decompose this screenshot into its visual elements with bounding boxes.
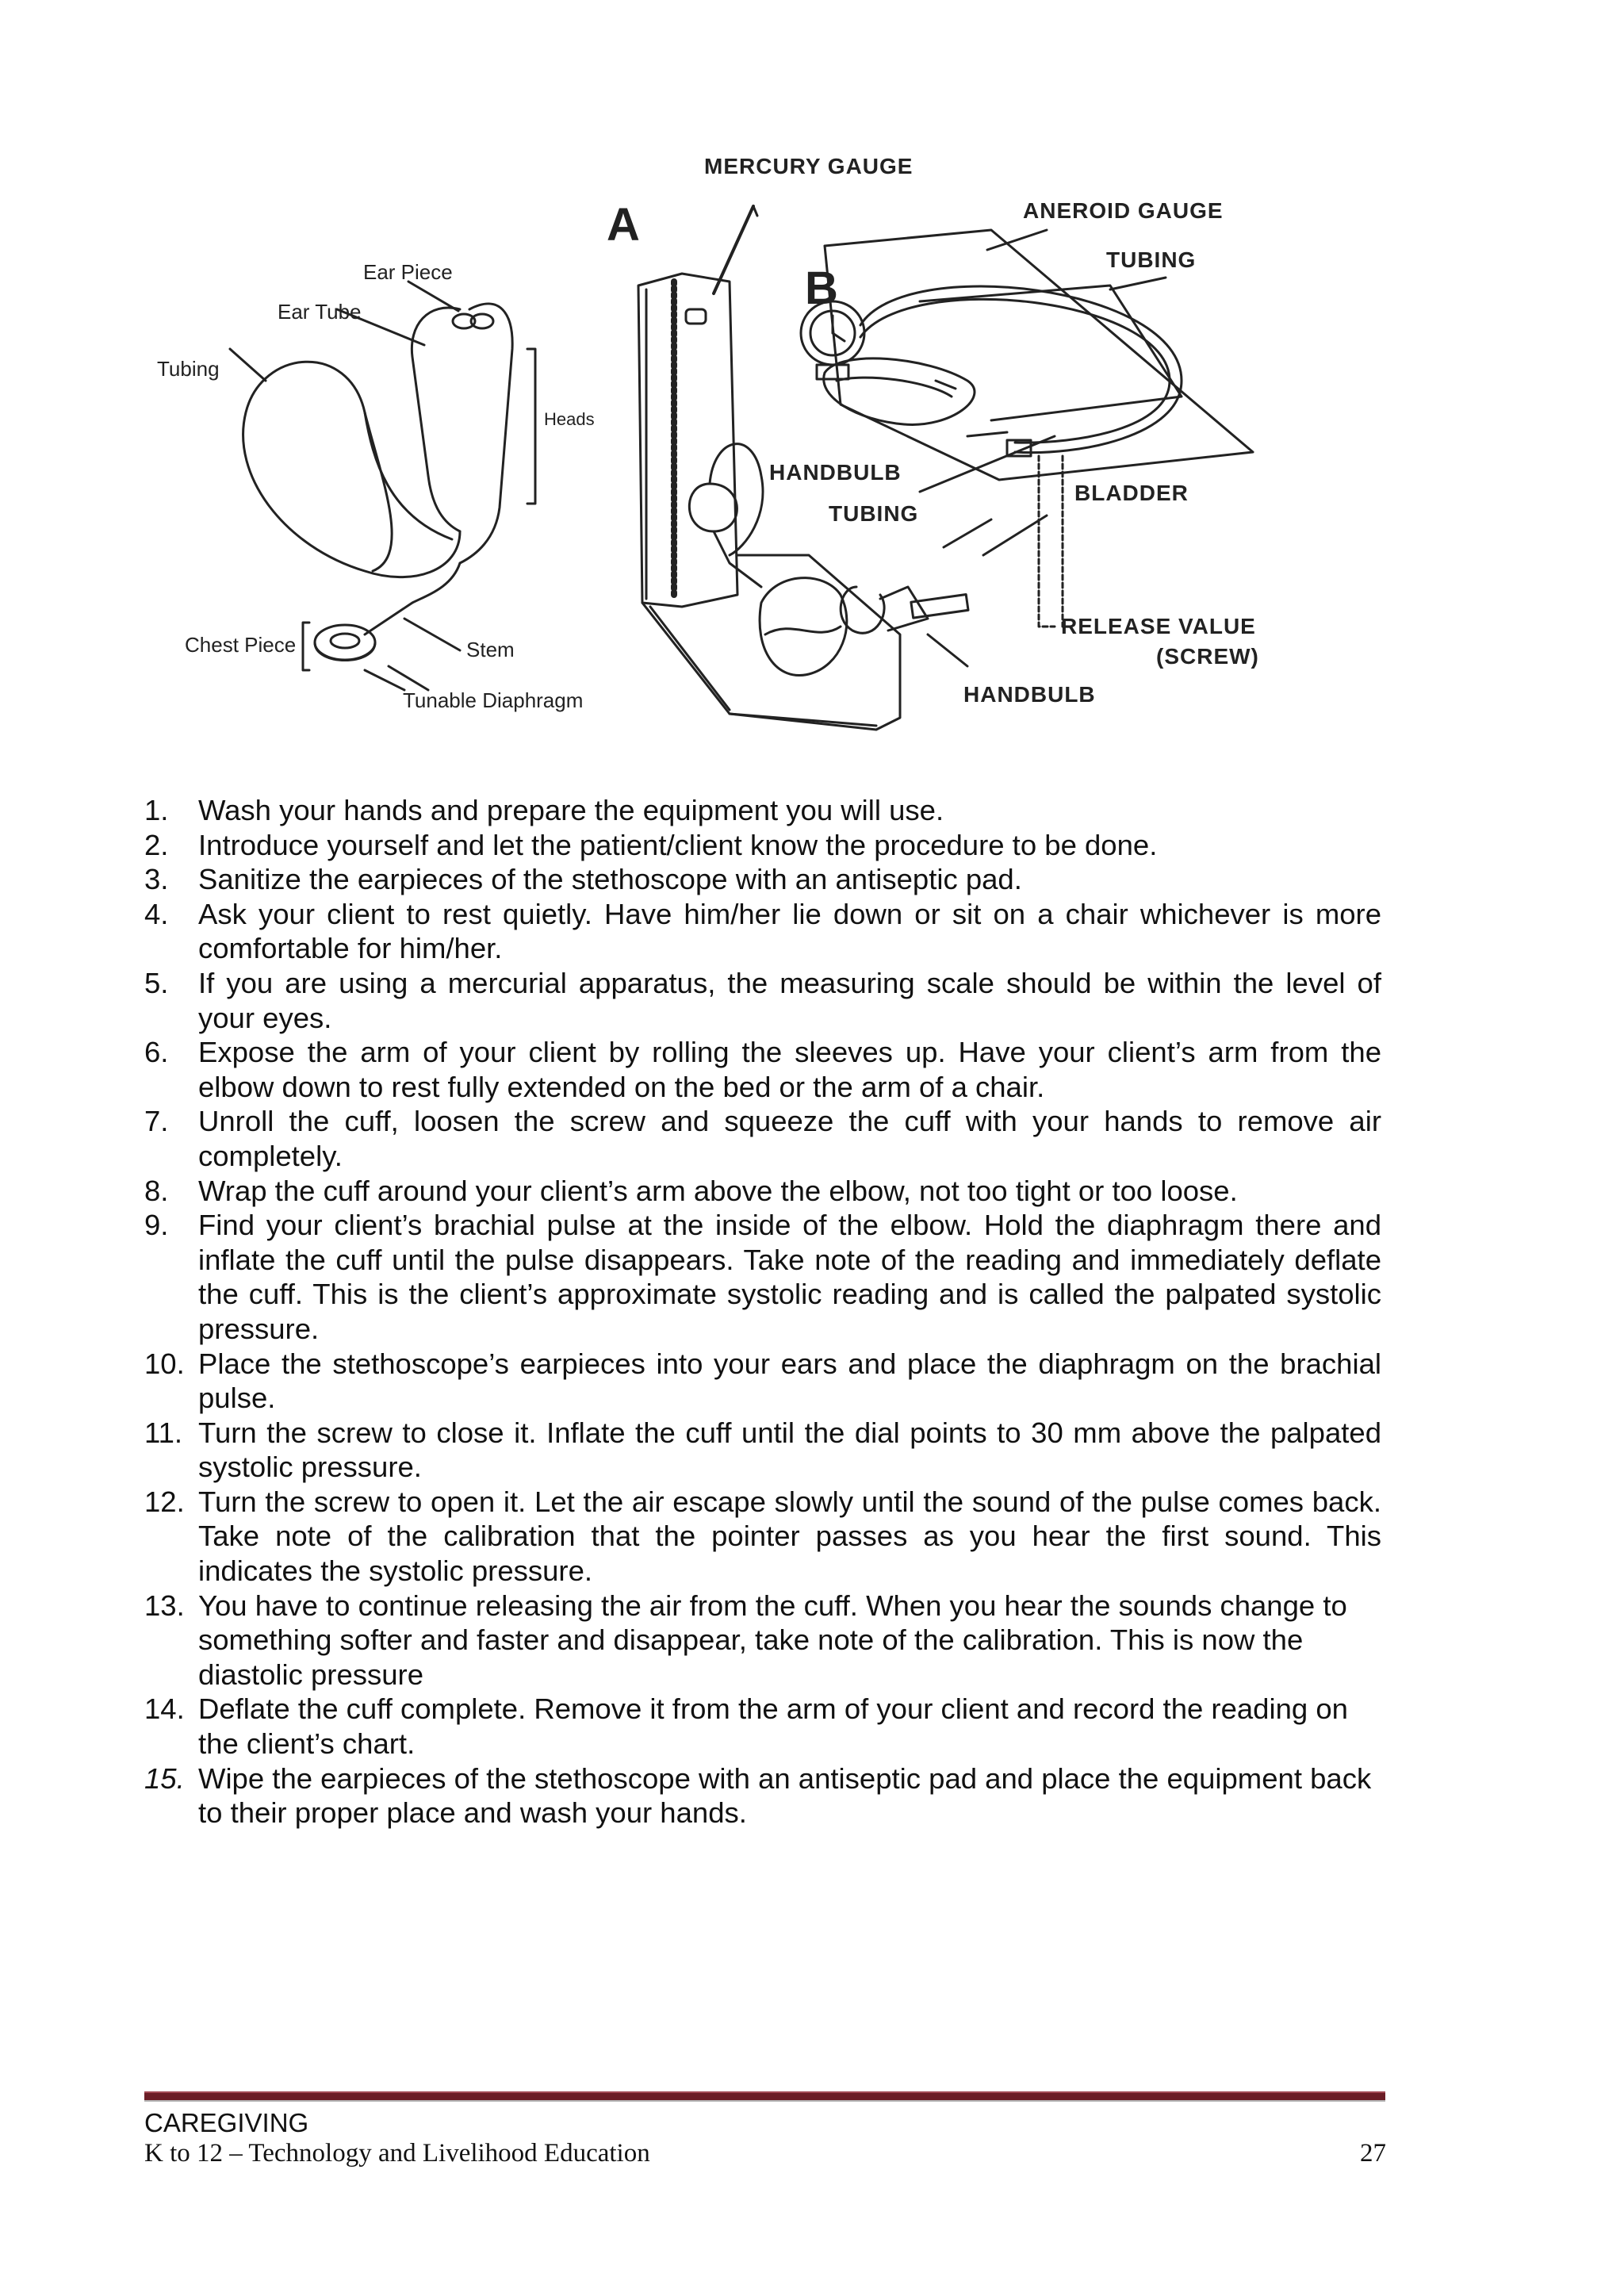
label-tubing-mid: TUBING [829,501,919,526]
step-text: Wrap the cuff around your client’s arm above the elbow, not too tight or too loose. [198,1174,1238,1207]
step-item [144,1485,1381,1589]
step-text: Turn the screw to close it. Inflate the cuff until the dial points to 30 mm above the palpated systolic pressure. [198,1416,1381,1484]
label-bladder: BLADDER [1074,481,1189,505]
step-number: 4. [144,897,169,930]
step-text: Introduce yourself and let the patient/client know the procedure to be done. [198,828,1158,861]
step-number: 5. [144,966,169,999]
step-number: 6. [144,1036,169,1069]
step-number: 15. [144,1761,185,1795]
label-screw: (SCREW) [1156,644,1259,669]
step-text: Unroll the cuff, loosen the screw and squeeze the cuff with your hands to remove air completely. [198,1105,1381,1172]
step-number: 11. [144,1416,183,1449]
step-text: Wipe the earpieces of the stethoscope with an antiseptic pad and place the equipment back to their proper place and wash your hands. [198,1761,1372,1830]
label-b: B [805,263,838,314]
page-number: 27 [1360,2139,1386,2168]
step-number: 13. [144,1589,185,1622]
step-number: 8. [144,1174,169,1207]
step-text: Wash your hands and prepare the equipment you will use. [198,794,944,826]
step-text: Expose the arm of your client by rolling the sleeves up. Have your client’s arm from the elbow down to rest fully extended on the bed or the arm of a chair. [198,1036,1381,1103]
step-item [144,828,1381,863]
footer-subject: CAREGIVING [144,2108,309,2137]
step-text: Deflate the cuff complete. Remove it from the arm of your client and record the reading on the client’s chart. [198,1692,1348,1761]
step-item [144,1035,1381,1104]
step-text: Sanitize the earpieces of the stethoscope with an antiseptic pad. [198,863,1022,896]
step-text: Ask your client to rest quietly. Have him/her lie down or sit on a chair whichever is more comfortable for him/her. [198,897,1381,965]
step-item [144,793,1381,828]
step-text: Find your client’s brachial pulse at the inside of the elbow. Hold the diaphragm there and inflate the cuff until the pulse disappears. Take note of the reading and immediately deflate the cuff. This is the client’s approximate systolic reading and is called the palpated systolic pressure. [198,1209,1381,1345]
label-tunable-diaphragm: Tunable Diaphragm [403,688,584,712]
step-item [144,1416,1381,1485]
step-text: Turn the screw to open it. Let the air escape slowly until the sound of the pulse comes back. Take note of the calibration that the pointer passes as you hear the first sound. This indicates the systolic pressure. [198,1485,1381,1588]
step-number: 7. [144,1105,169,1138]
label-chest-piece: Chest Piece [185,633,297,657]
step-number: 2. [144,828,169,861]
step-text: You have to continue releasing the air from the cuff. When you hear the sounds change to something softer and faster and disappear, take note of the calibration. This is now the diastolic pressure [198,1589,1347,1691]
procedure-steps [144,793,1381,1830]
label-handbulb-top: HANDBULB [769,460,902,485]
step-number: 1. [144,794,169,826]
label-ear-tube: Ear Tube [278,300,362,324]
label-tubing-top: TUBING [1106,247,1197,272]
step-number: 12. [144,1485,185,1518]
label-tubing: Tubing [157,357,220,381]
footer-rule [144,2091,1385,2102]
step-number: 14. [144,1692,185,1726]
step-item [144,1208,1381,1346]
footer-course: K to 12 – Technology and Livelihood Education [144,2139,650,2168]
equipment-figure [127,143,1293,746]
label-aneroid-gauge: ANEROID GAUGE [1023,198,1224,223]
step-number: 10. [144,1347,185,1380]
step-item [144,1692,1381,1761]
label-heads: Heads [544,409,595,429]
step-item [144,1347,1381,1416]
step-number: 9. [144,1209,169,1242]
label-a: A [607,199,640,251]
label-handbulb-bottom: HANDBULB [963,682,1096,707]
label-release-value: RELEASE VALUE [1061,614,1256,638]
stethoscope-drawing [230,282,535,690]
step-text: Place the stethoscope’s earpieces into your ears and place the diaphragm on the brachial pulse. [198,1347,1381,1415]
step-item [144,862,1381,897]
step-item [144,1589,1381,1692]
step-item [144,1761,1381,1830]
step-text: If you are using a mercurial apparatus, the measuring scale should be within the level of your eyes. [198,966,1381,1034]
step-item [144,1104,1381,1173]
aneroid-sphygmomanometer-drawing [714,206,1253,666]
step-number: 3. [144,863,169,896]
equipment-illustration [127,143,1293,746]
label-stem: Stem [466,638,515,661]
step-item [144,966,1381,1035]
label-mercury-gauge: MERCURY GAUGE [704,154,914,178]
step-item [144,1174,1381,1209]
step-item [144,897,1381,966]
label-ear-piece: Ear Piece [363,260,453,284]
